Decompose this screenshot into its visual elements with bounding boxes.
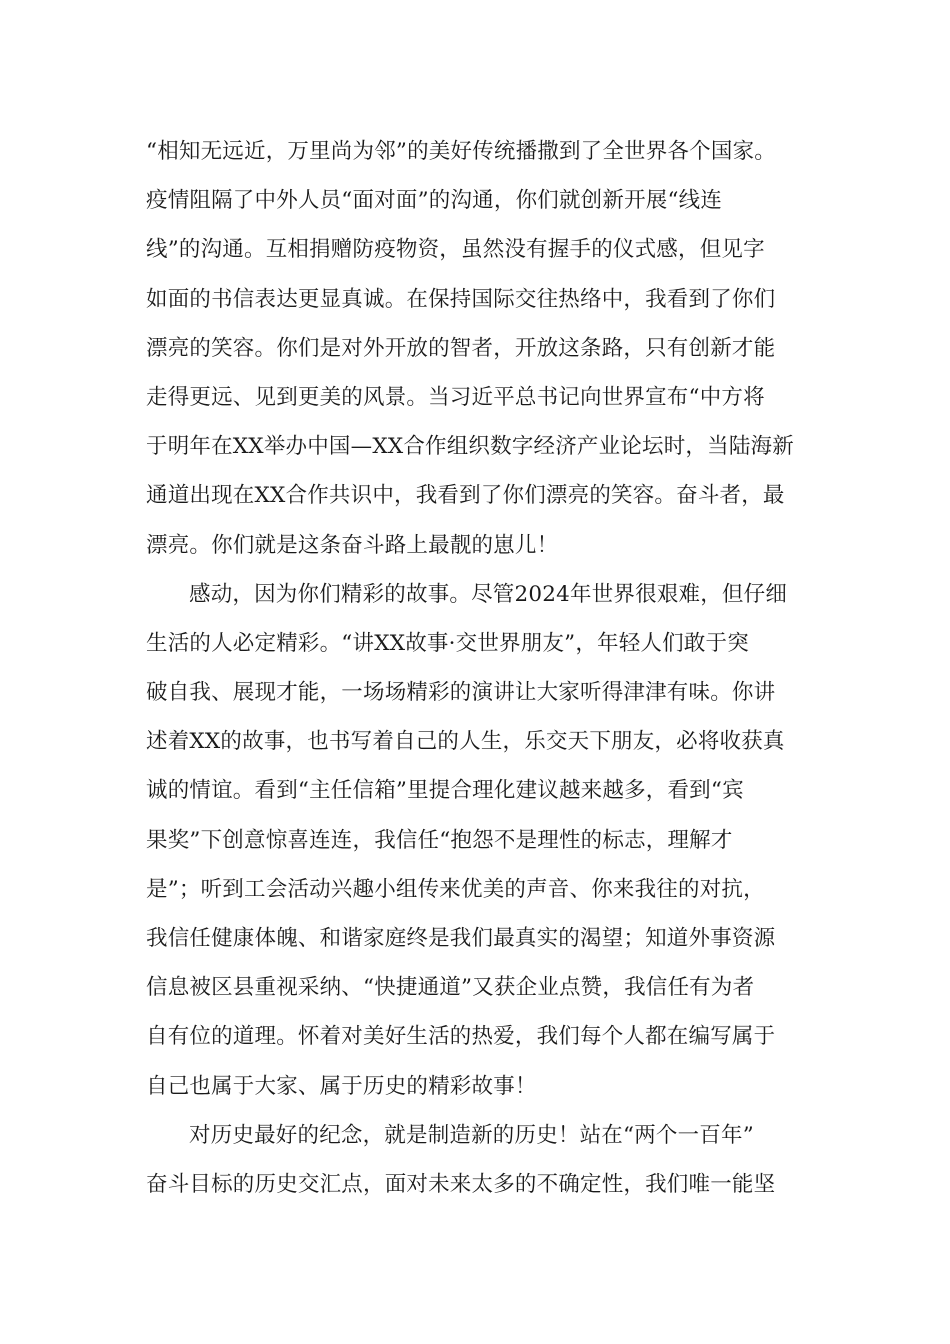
text-line: 自有位的道理。怀着对美好生活的热爱，我们每个人都在编写属于 — [146, 1024, 776, 1050]
text-line: 我信任健康体魄、和谐家庭终是我们最真实的渴望；知道外事资源 — [146, 926, 776, 951]
text-line: 自己也属于大家、属于历史的精彩故事！ — [146, 1073, 537, 1099]
text-line: 述着XX的故事，也书写着自己的人生，乐交天下朋友，必将收获真 — [146, 729, 785, 755]
text-line: 疫情阻隔了中外人员“面对面”的沟通，你们就创新开展“线连 — [146, 188, 723, 214]
paragraph-first-line: 感动，因为你们精彩的故事。尽管2024年世界很艰难，但仔细 — [189, 581, 788, 607]
text-line: 是”；听到工会活动兴趣小组传来优美的声音、你来我往的对抗， — [146, 876, 765, 902]
text-line: 生活的人必定精彩。“讲XX故事·交世界朋友”，年轻人们敢于突 — [146, 630, 749, 656]
text-line: 果奖”下创意惊喜连连，我信任“抱怨不是理性的标志，理解才 — [146, 827, 733, 853]
text-line: 如面的书信表达更显真诚。在保持国际交往热络中，我看到了你们 — [146, 286, 776, 312]
text-line: 走得更远、见到更美的风景。当习近平总书记向世界宣布“中方将 — [146, 384, 765, 410]
text-line: 奋斗目标的历史交汇点，面对未来太多的不确定性，我们唯一能坚 — [146, 1171, 776, 1197]
text-line: 破自我、展现才能，一场场精彩的演讲让大家听得津津有味。你讲 — [146, 680, 776, 706]
text-line: 漂亮的笑容。你们是对外开放的智者，开放这条路，只有创新才能 — [146, 335, 776, 361]
body-text — [146, 127, 816, 1209]
paragraph-first-line: 对历史最好的纪念，就是制造新的历史！站在“两个一百年” — [189, 1122, 754, 1148]
text-line: “相知无远近，万里尚为邻”的美好传统播撒到了全世界各个国家。 — [146, 139, 776, 164]
text-line: 信息被区县重视采纳、“快捷通道”又获企业点赞，我信任有为者 — [146, 975, 755, 1001]
text-line: 诚的情谊。看到“主任信箱”里提合理化建议越来越多，看到“宾 — [146, 778, 744, 804]
text-line: 于明年在XX举办中国—XX合作组织数字经济产业论坛时，当陆海新 — [146, 434, 794, 460]
text-line: 通道出现在XX合作共识中，我看到了你们漂亮的笑容。奋斗者，最 — [146, 483, 785, 509]
text-line: 线”的沟通。互相捐赠防疫物资，虽然没有握手的仪式感，但见字 — [146, 237, 765, 263]
text-line: 漂亮。你们就是这条奋斗路上最靓的崽儿！ — [146, 532, 559, 558]
